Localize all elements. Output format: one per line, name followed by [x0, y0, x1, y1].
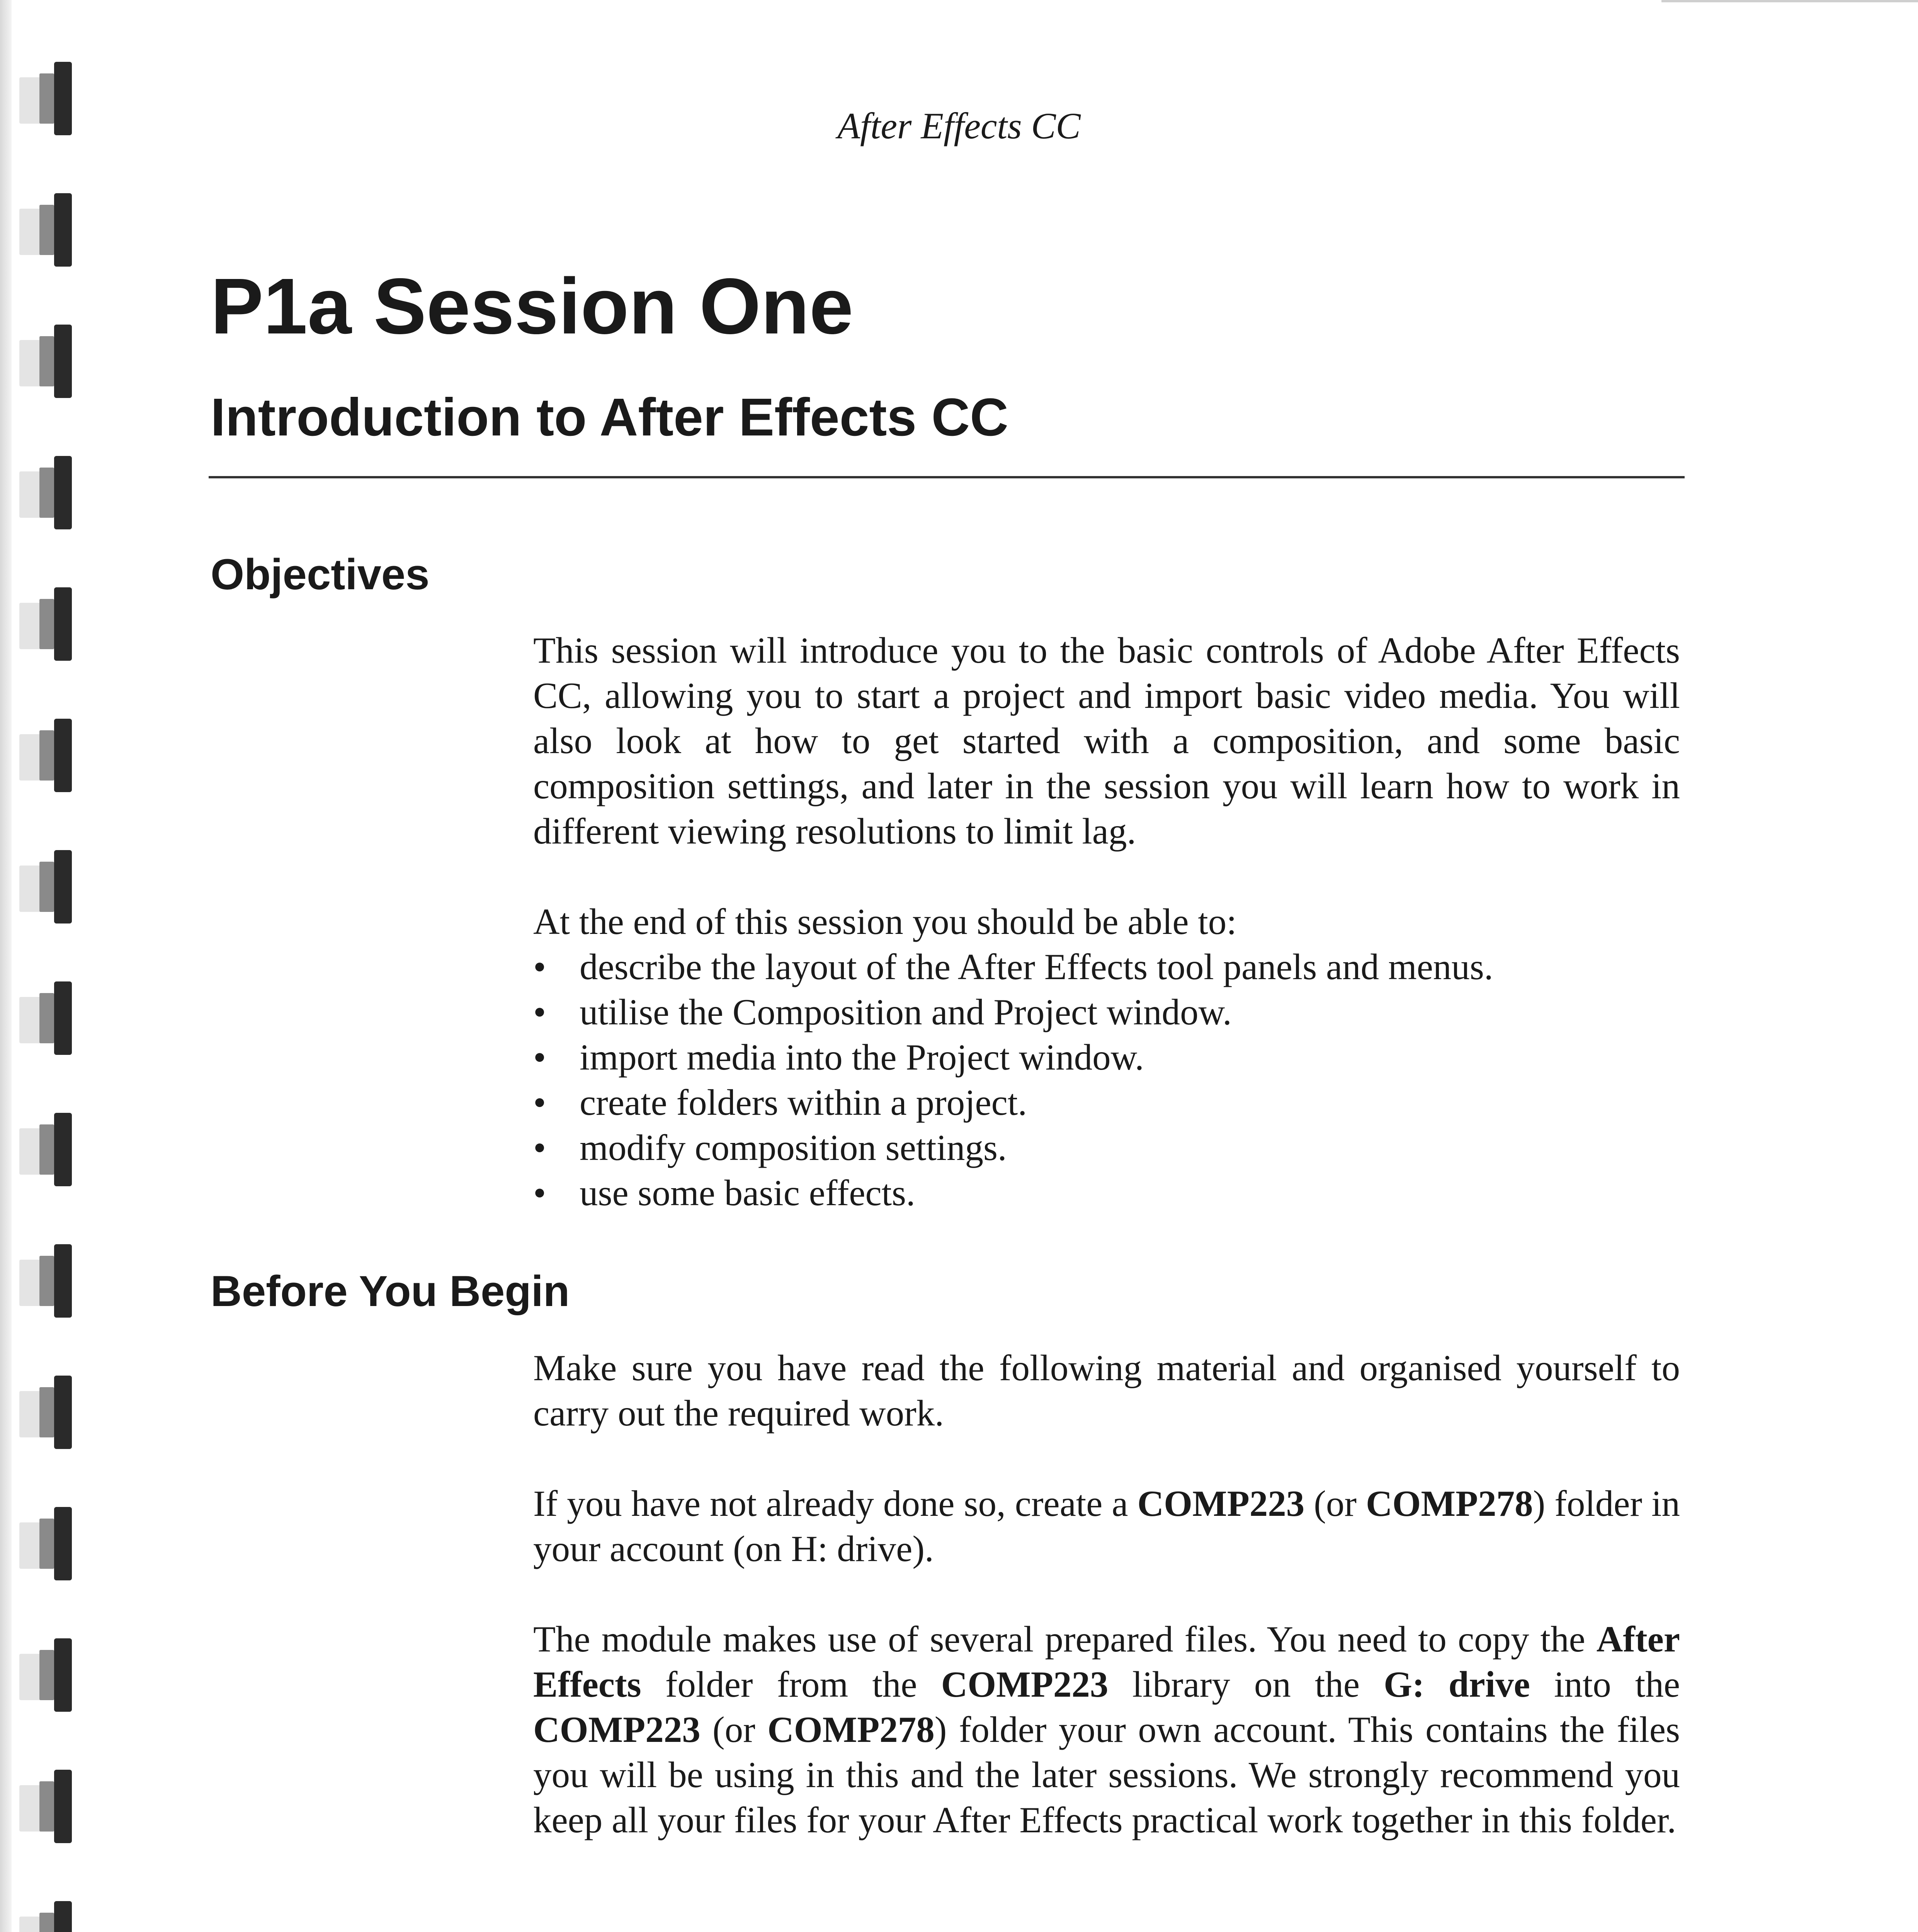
binding-ring: [15, 321, 73, 402]
list-item: • describe the layout of the After Effects tool panels and menus.: [533, 944, 1680, 990]
list-item: • import media into the Project window.: [533, 1035, 1680, 1080]
before-you-begin-p3: The module makes use of several prepared files. You need to copy the After Effects folder from the COMP223 library on the G: drive into the COMP223 (or COMP278) folder your own account. This contains the files you will be using in this and the later sessions. We strongly recommend you keep all your files for your After Effects practical work together in this folder.: [533, 1619, 1680, 1840]
binding-ring: [15, 583, 73, 665]
bullet-icon: •: [533, 1127, 546, 1168]
before-you-begin-p1: Make sure you have read the following material and organised yourself to carry out the required work.: [533, 1347, 1680, 1434]
page-title: P1a Session One: [211, 262, 854, 350]
running-head: After Effects CC: [837, 105, 1081, 146]
objectives-heading: Objectives: [211, 550, 430, 599]
before-you-begin-p2: If you have not already done so, create a COMP223 (or COMP278) folder in your account (on H: drive).: [533, 1483, 1680, 1569]
scan-edge-shadow: [0, 0, 12, 1932]
page-subtitle: Introduction to After Effects CC: [211, 388, 1008, 447]
objectives-list: [533, 944, 1680, 1216]
binding-ring: [15, 1766, 73, 1847]
list-item: • utilise the Composition and Project window.: [533, 990, 1680, 1035]
bullet-icon: •: [533, 1172, 546, 1213]
binding-ring: [15, 1372, 73, 1453]
objectives-intro: This session will introduce you to the basic controls of Adobe After Effects CC, allowing you to start a project and import basic video media. You will also look at how to get started with a composition, and some basic composition settings, and later in the session you will learn how to work in different viewing resolutions to limit lag.: [533, 630, 1680, 852]
list-item: • use some basic effects.: [533, 1170, 1680, 1216]
binding-ring: [15, 189, 73, 270]
objectives-section: [533, 628, 1680, 1216]
binding-ring: [15, 846, 73, 927]
scan-top-edge: [1661, 0, 1918, 2]
bullet-icon: •: [533, 946, 546, 987]
bullet-icon: •: [533, 992, 546, 1032]
binding-ring: [15, 715, 73, 796]
title-divider: [209, 476, 1685, 478]
bullet-icon: •: [533, 1037, 546, 1078]
binding-ring: [15, 1634, 73, 1716]
binding-ring: [15, 452, 73, 533]
binding-ring: [15, 1503, 73, 1584]
before-you-begin-heading: Before You Begin: [211, 1267, 570, 1315]
list-item: • modify composition settings.: [533, 1125, 1680, 1170]
binding-ring: [15, 1897, 73, 1932]
before-you-begin-section: [533, 1345, 1680, 1843]
spiral-binding: [15, 0, 77, 1932]
binding-ring: [15, 1240, 73, 1321]
list-item: • create folders within a project.: [533, 1080, 1680, 1125]
bullet-icon: •: [533, 1082, 546, 1123]
binding-ring: [15, 1109, 73, 1190]
binding-ring: [15, 978, 73, 1059]
objectives-lead: At the end of this session you should be able to:: [533, 901, 1237, 942]
